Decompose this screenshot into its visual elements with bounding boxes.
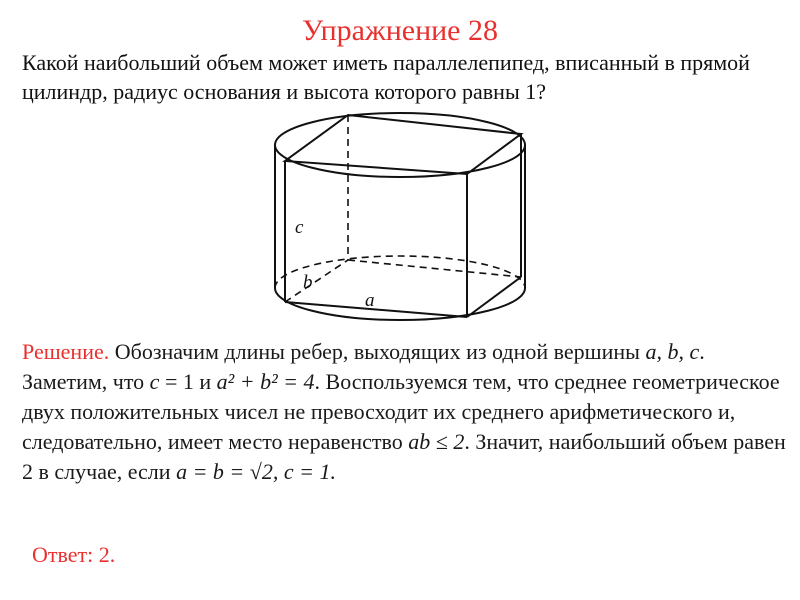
solution-part4: . Воспользуемся тем, что среднее геометрическое двух положительных чисел не превосходит их среднего арифметического и, следовательно, имеет место неравенство — [22, 369, 780, 454]
solution-text — [22, 337, 792, 487]
label-c: c — [295, 217, 304, 238]
solution-part5: . Значит, наибольший объем равен 2 в случае, если — [22, 429, 786, 484]
cylinder-figure — [255, 105, 545, 330]
formula-inequality: ab ≤ 2 — [408, 429, 465, 454]
problem-statement: Какой наибольший объем может иметь параллелепипед, вписанный в прямой цилиндр, радиус основания и высота которого равны 1? — [22, 50, 750, 104]
solution-part3: = 1 и — [159, 369, 217, 394]
formula-sum-of-squares: a² + b² = 4 — [216, 369, 315, 394]
answer-text: Ответ: 2. — [32, 542, 116, 567]
solution-vars: a, b, c — [645, 339, 700, 364]
solution-part2: . Заметим, что — [22, 339, 705, 394]
box-bottom-edge-hidden-back — [348, 260, 521, 277]
box-top-face — [285, 115, 521, 174]
solution-part1: Обозначим длины ребер, выходящих из одной вершины — [109, 339, 646, 364]
slide-title: Упражнение 28 — [302, 14, 498, 47]
box-bottom-edge-a — [285, 302, 467, 317]
box-bottom-edge-hidden-left — [285, 260, 348, 302]
cylinder-bottom-back-arc — [275, 256, 525, 288]
label-b: b — [303, 272, 313, 293]
solution-label: Решение. — [22, 339, 110, 364]
label-a: a — [365, 290, 375, 311]
box-bottom-edge-right — [467, 277, 521, 317]
cylinder-top-ellipse — [275, 113, 525, 177]
solution-c-var: c — [149, 369, 160, 394]
formula-result: a = b = √2, c = 1. — [176, 459, 336, 484]
